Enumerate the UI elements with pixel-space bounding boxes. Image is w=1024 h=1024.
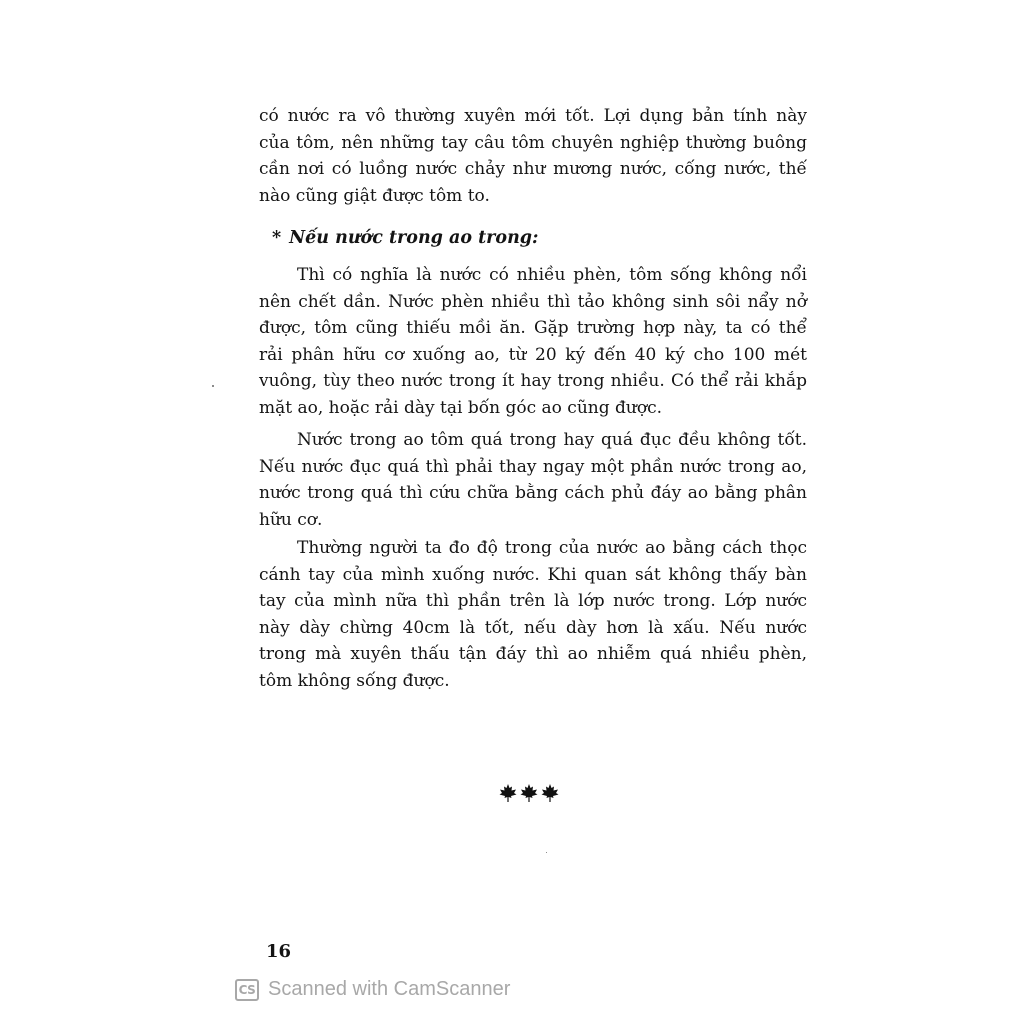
text-line: cần nơi có luồng nước chảy như mương nước, cống nước, thế [259, 159, 807, 180]
section-end-ornament [498, 783, 560, 803]
text-line: có nước ra vô thường xuyên mới tốt. Lợi dụng bản tính này [259, 106, 807, 126]
text-line: Nếu nước đục quá thì phải thay ngay một phần nước trong ao, [259, 456, 807, 477]
text-line: Nước trong ao tôm quá trong hay quá đục đều không tốt. [297, 430, 807, 450]
paragraph-1 [259, 103, 807, 209]
section-heading [272, 228, 539, 248]
camscanner-watermark [235, 978, 510, 1001]
text-line: trong mà xuyên thấu tận đáy thì ao nhiễm quá nhiều phèn, [259, 644, 807, 665]
scan-speck [212, 385, 214, 387]
maple-leaf-icon [519, 783, 539, 803]
text-line: rải phân hữu cơ xuống ao, từ 20 ký đến 40 ký cho 100 mét [259, 344, 807, 365]
text-line: tôm không sống được. [259, 670, 450, 691]
maple-leaf-icon [498, 783, 518, 803]
text-line: nên chết dần. Nước phèn nhiều thì tảo không sinh sôi nẩy nở [259, 291, 807, 312]
text-line: này dày chừng 40cm là tốt, nếu dày hơn là xấu. Nếu nước [259, 617, 807, 638]
paragraph-2 [259, 262, 807, 422]
text-line: nào cũng giật được tôm to. [259, 185, 490, 206]
text-line: hữu cơ. [259, 509, 323, 530]
section-heading-text: Nếu nước trong ao trong: [289, 228, 539, 248]
paragraph-3 [259, 427, 807, 533]
text-line: được, tôm cũng thiếu mồi ăn. Gặp trường hợp này, ta có thể [259, 318, 807, 339]
paragraph-4 [259, 535, 807, 695]
camscanner-logo-icon: CS [235, 979, 259, 1001]
maple-leaf-icon [540, 783, 560, 803]
text-line: Thì có nghĩa là nước có nhiều phèn, tôm sống không nổi [297, 265, 807, 285]
text-line: Thường người ta đo độ trong của nước ao bằng cách thọc [297, 538, 807, 558]
page-number: 16 [266, 941, 292, 962]
text-line: vuông, tùy theo nước trong ít hay trong nhiều. Có thể rải khắp [259, 371, 807, 392]
scan-speck [546, 852, 547, 853]
text-line: tay của mình nữa thì phần trên là lớp nước trong. Lớp nước [259, 591, 807, 612]
text-line: của tôm, nên những tay câu tôm chuyên nghiệp thường buông [259, 132, 807, 153]
watermark-text: Scanned with CamScanner [268, 978, 511, 1000]
text-line: cánh tay của mình xuống nước. Khi quan sát không thấy bàn [259, 564, 807, 585]
asterisk-bullet-icon: * [272, 228, 282, 248]
text-line: nước trong quá thì cứu chữa bằng cách phủ đáy ao bằng phân [259, 483, 807, 504]
text-line: mặt ao, hoặc rải dày tại bốn góc ao cũng được. [259, 397, 662, 418]
